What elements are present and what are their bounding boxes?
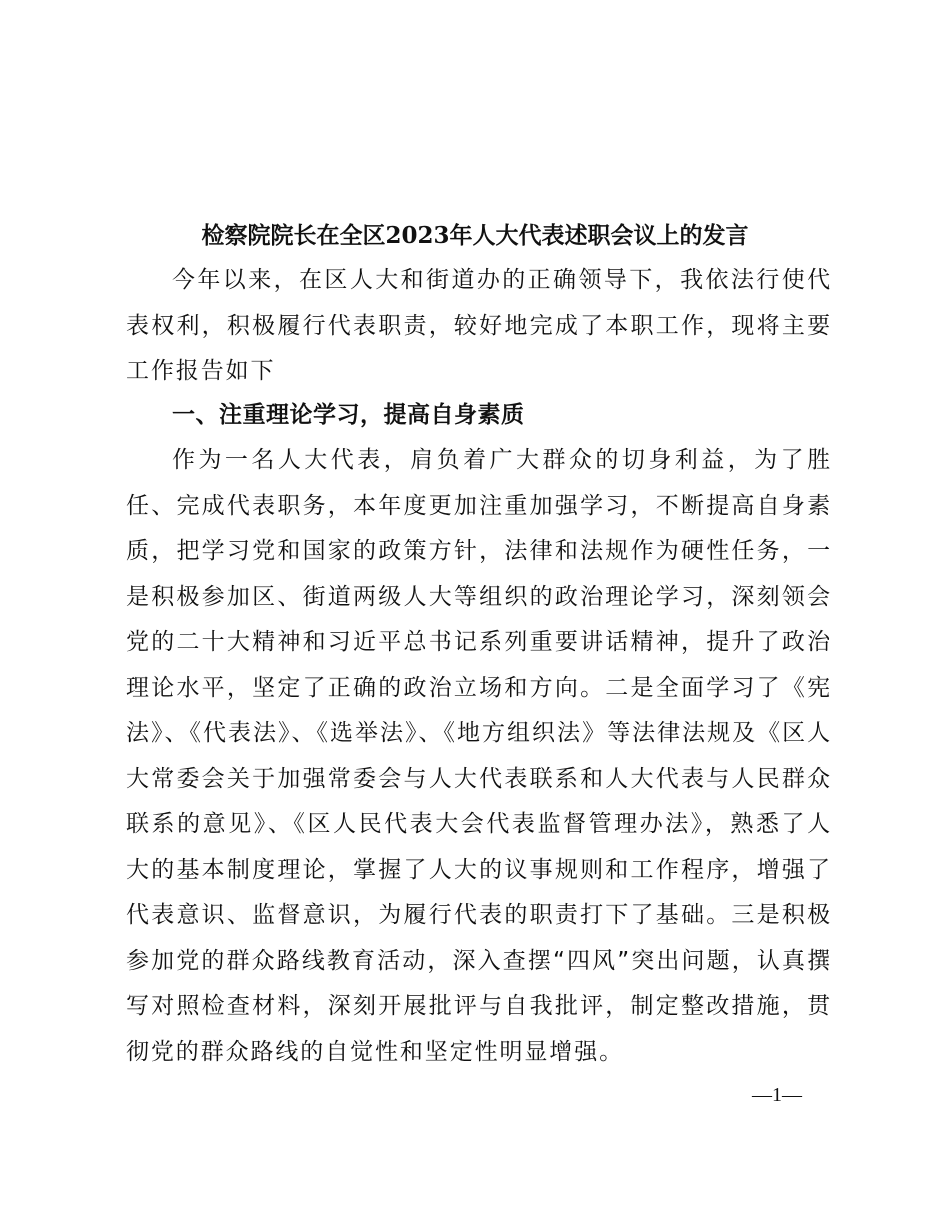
- body-paragraph: 作为一名人大代表，肩负着广大群众的切身利益，为了胜任、完成代表职务，本年度更加注重加强学习，不断提高自身素质，把学习党和国家的政策方针，法律和法规作为硬性任务，一是积极参加区、街道两级人大等组织的政治理论学习，深刻领会党的二十大精神和习近平总书记系列重要讲话精神，提升了政治理论水平，坚定了正确的政治立场和方向。二是全面学习了《宪法》、《代表法》、《选举法》、《地方组织法》等法律法规及《区人大常委会关于加强常委会与人大代表联系和人大代表与人民群众联系的意见》、《区人民代表大会代表监督管理办法》，熟悉了人大的基本制度理论，掌握了人大的议事规则和工作程序，增强了代表意识、监督意识，为履行代表的职责打下了基础。三是积极参加党的群众路线教育活动，深入查摆“四风”突出问题，认真撰写对照检查材料，深刻开展批评与自我批评，制定整改措施，贯彻党的群众路线的自觉性和坚定性明显增强。: [126, 447, 832, 1065]
- intro-paragraph: 今年以来，在区人大和街道办的正确领导下，我依法行使代表权利，积极履行代表职责，较好地完成了本职工作，现将主要工作报告如下: [126, 267, 832, 384]
- section-heading: 一、注重理论学习，提高自身素质: [172, 402, 525, 428]
- page-number: —1—: [752, 1084, 802, 1106]
- document-title: 检察院院长在全区2023年人大代表述职会议上的发言: [201, 222, 749, 249]
